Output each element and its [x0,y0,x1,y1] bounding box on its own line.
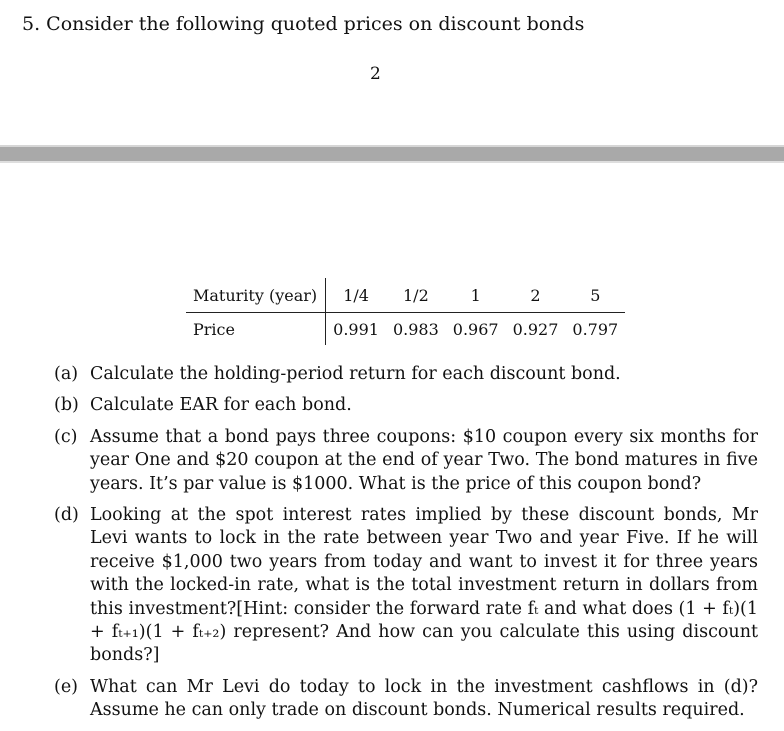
price-cell: 0.991 [333,319,379,339]
price-header-label: Price [186,313,326,346]
question-part-d [54,504,758,668]
price-cell: 0.967 [452,319,499,339]
question-part-e [54,676,758,723]
maturity-header-label: Maturity (year) [186,278,326,313]
maturity-cell: 5 [565,278,625,313]
part-text: Looking at the spot interest rates implied by these discount bonds, Mr Levi wants to lock in the rate between year Two and year Five. If he will receive $1,000 two years from today and want to invest it for three years with the locked-in rate, what is the total investment return in dollars from this investment?[Hint: consider the forward rate fₜ and what does (1 + fₜ)(1 + fₜ₊₁)(1 + fₜ₊₂) represent? And how can you calculate this using discount bonds?] [90,505,758,666]
part-label: (c) [54,426,78,447]
page-number: 2 [370,64,381,84]
maturity-cell: 2 [506,278,566,313]
question-part-a [54,363,758,386]
part-text: Calculate EAR for each bond. [90,395,352,416]
part-label: (e) [54,676,79,697]
discount-bond-price-table [186,278,625,345]
page-break-bar [0,147,784,161]
part-label: (b) [54,395,79,416]
question-part-b [54,394,758,417]
question-part-c [54,426,758,496]
maturity-cell: 1/4 [326,278,386,313]
part-text: Assume that a bond pays three coupons: $10 coupon every six months for year One and $20 coupon at the end of year Two. The bond matures in five years. It’s par value is $1000. What is the price of this coupon bond? [90,426,758,494]
part-label: (a) [54,364,79,384]
price-cell: 0.927 [512,319,559,339]
price-cell: 0.797 [572,319,619,339]
question-heading: 5. Consider the following quoted prices on discount bonds [22,13,585,35]
maturity-row [186,278,625,313]
question-parts-list [54,363,758,731]
part-label: (d) [54,505,79,526]
price-row [186,313,625,346]
part-text: Calculate the holding-period return for each discount bond. [90,364,621,384]
part-text: What can Mr Levi do today to lock in the investment cashflows in (d)? Assume he can only trade on discount bonds. Numerical results required. [90,676,758,721]
maturity-cell: 1 [446,278,506,313]
maturity-cell: 1/2 [386,278,446,313]
price-cell: 0.983 [392,319,439,339]
